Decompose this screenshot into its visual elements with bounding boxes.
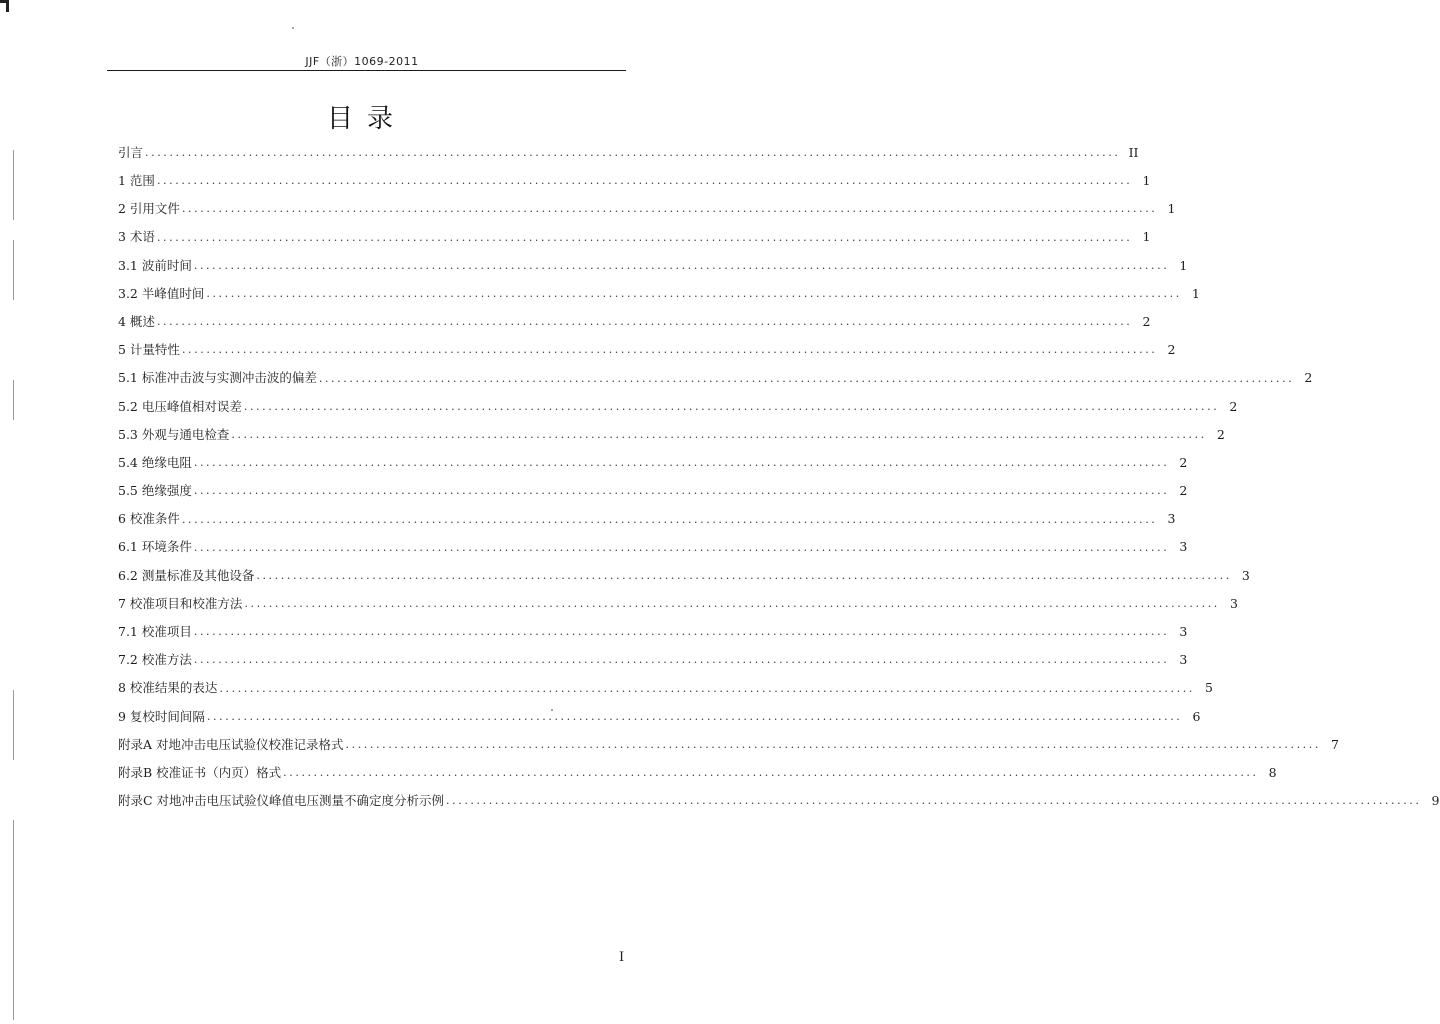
toc-dot-leader: ................................................................................................................................................................ (318, 371, 1295, 385)
toc-entry-label: 5.4 绝缘电阻 (118, 454, 192, 470)
toc-entry-page: 2 (1142, 313, 1151, 329)
toc-entry[interactable] (118, 167, 1151, 195)
toc-entry[interactable] (118, 562, 1250, 590)
toc-entry-page: 3 (1241, 567, 1250, 583)
toc-dot-leader: ................................................................................................................................................................ (193, 456, 1170, 470)
toc-entry-page: 1 (1167, 201, 1176, 217)
toc-entry[interactable] (118, 308, 1151, 336)
toc-dot-leader: ................................................................................................................................................................ (156, 230, 1133, 244)
scan-artifact (13, 240, 14, 300)
toc-entry-label: 5.3 外观与通电检查 (118, 426, 230, 442)
toc-entry-page: 3 (1179, 624, 1188, 640)
toc-entry-page: 9 (1431, 793, 1440, 809)
toc-dot-leader: ................................................................................................................................................................ (206, 287, 1182, 301)
toc-entry[interactable] (118, 646, 1188, 674)
toc-entry[interactable] (118, 703, 1201, 731)
toc-dot-leader: ................................................................................................................................................................ (181, 343, 1158, 357)
toc-entry-label: 6.2 测量标准及其他设备 (118, 567, 255, 583)
toc-entry[interactable] (118, 731, 1339, 759)
toc-entry-page: 2 (1179, 454, 1188, 470)
toc-dot-leader: ................................................................................................................................................................ (156, 174, 1133, 188)
toc-dot-leader: ................................................................................................................................................................ (181, 512, 1158, 526)
toc-entry-label: 3 术语 (118, 229, 155, 245)
toc-dot-leader: ................................................................................................................................................................ (345, 738, 1321, 752)
toc-entry-label: 引言 (118, 144, 144, 160)
document-code: JJF（浙）1069-2011 (305, 55, 419, 68)
toc-entry-label: 5.1 标准冲击波与实测冲击波的偏差 (118, 370, 317, 386)
table-of-contents (118, 139, 1440, 816)
toc-dot-leader: ................................................................................................................................................................ (193, 484, 1170, 498)
toc-entry[interactable] (118, 252, 1188, 280)
toc-entry-label: 7.2 校准方法 (118, 652, 192, 668)
toc-entry-page: 3 (1167, 511, 1176, 527)
scan-artifact (6, 0, 9, 12)
toc-entry-page: 8 (1268, 764, 1277, 780)
toc-entry-page: 2 (1179, 483, 1188, 499)
page-number: I (619, 950, 625, 965)
toc-entry[interactable] (118, 534, 1188, 562)
toc-entry-label: 3.1 波前时间 (118, 257, 192, 273)
toc-entry-page: 5 (1204, 680, 1213, 696)
toc-entry[interactable] (118, 195, 1176, 223)
toc-entry-label: 6.1 环境条件 (118, 539, 192, 555)
toc-dot-leader: ................................................................................................................................................................ (243, 399, 1220, 413)
scan-artifact (13, 820, 14, 1020)
toc-entry-label: 4 概述 (118, 313, 155, 329)
toc-dot-leader: ................................................................................................................................................................ (446, 794, 1422, 808)
toc-entry-label: 7 校准项目和校准方法 (118, 595, 243, 611)
toc-entry[interactable] (118, 477, 1188, 505)
toc-entry-label: 3.2 半峰值时间 (118, 285, 205, 301)
toc-entry-page: 2 (1216, 426, 1225, 442)
scan-speck (292, 27, 294, 29)
toc-dot-leader: ................................................................................................................................................................ (193, 258, 1170, 272)
toc-entry[interactable] (118, 675, 1213, 703)
toc-entry[interactable] (118, 224, 1151, 252)
scan-artifact (13, 150, 14, 220)
toc-entry[interactable] (118, 618, 1188, 646)
toc-entry-label: 附录C 对地冲击电压试验仪峰值电压测量不确定度分析示例 (118, 793, 445, 809)
toc-entry-page: 7 (1331, 736, 1339, 752)
toc-entry-label: 附录B 校准证书（内页）格式 (118, 764, 282, 780)
toc-dot-leader: ................................................................................................................................................................ (283, 766, 1259, 780)
toc-entry-page: 2 (1167, 342, 1176, 358)
toc-entry[interactable] (118, 139, 1139, 167)
toc-entry[interactable] (118, 505, 1176, 533)
toc-entry-label: 5 计量特性 (118, 342, 180, 358)
toc-entry-label: 9 复校时间间隔 (118, 708, 205, 724)
toc-entry[interactable] (118, 590, 1238, 618)
toc-entry-page: 1 (1142, 229, 1151, 245)
toc-entry-label: 7.1 校准项目 (118, 624, 192, 640)
toc-entry-label: 2 引用文件 (118, 201, 180, 217)
toc-dot-leader: ................................................................................................................................................................ (231, 427, 1207, 441)
toc-dot-leader: ................................................................................................................................................................ (193, 625, 1170, 639)
toc-dot-leader: ................................................................................................................................................................ (244, 597, 1220, 611)
toc-entry[interactable] (118, 787, 1440, 815)
toc-entry[interactable] (118, 393, 1238, 421)
toc-entry-page: 6 (1192, 708, 1201, 724)
toc-entry-label: 6 校准条件 (118, 511, 180, 527)
toc-entry[interactable] (118, 365, 1313, 393)
scan-artifact (13, 380, 14, 420)
toc-entry[interactable] (118, 421, 1225, 449)
toc-entry-page: 1 (1191, 285, 1200, 301)
toc-entry-page: 2 (1229, 398, 1238, 414)
toc-entry-label: 5.5 绝缘强度 (118, 483, 192, 499)
toc-dot-leader: ................................................................................................................................................................ (181, 202, 1158, 216)
toc-entry-label: 8 校准结果的表达 (118, 680, 218, 696)
toc-entry-page: 3 (1229, 595, 1238, 611)
toc-dot-leader: ................................................................................................................................................................ (193, 540, 1170, 554)
toc-entry-page: II (1128, 144, 1139, 160)
toc-dot-leader: ................................................................................................................................................................ (219, 681, 1195, 695)
toc-entry-page: 2 (1304, 370, 1313, 386)
toc-entry-label: 附录A 对地冲击电压试验仪校准记录格式 (118, 736, 344, 752)
toc-dot-leader: ................................................................................................................................................................ (206, 709, 1183, 723)
toc-dot-leader: ................................................................................................................................................................ (145, 146, 1121, 160)
page-title: 目录 (326, 104, 407, 134)
toc-entry[interactable] (118, 759, 1277, 787)
toc-entry-page: 1 (1179, 257, 1188, 273)
toc-entry[interactable] (118, 449, 1188, 477)
toc-entry-page: 3 (1179, 539, 1188, 555)
scan-artifact (13, 690, 14, 760)
toc-dot-leader: ................................................................................................................................................................ (193, 653, 1170, 667)
header-divider (107, 70, 626, 71)
toc-entry-label: 5.2 电压峰值相对误差 (118, 398, 242, 414)
toc-entry[interactable] (118, 280, 1200, 308)
toc-entry-label: 1 范围 (118, 173, 155, 189)
toc-entry-page: 1 (1142, 173, 1151, 189)
toc-dot-leader: ................................................................................................................................................................ (156, 315, 1133, 329)
toc-entry-page: 3 (1179, 652, 1188, 668)
toc-dot-leader: ................................................................................................................................................................ (256, 568, 1232, 582)
toc-entry[interactable] (118, 336, 1176, 364)
